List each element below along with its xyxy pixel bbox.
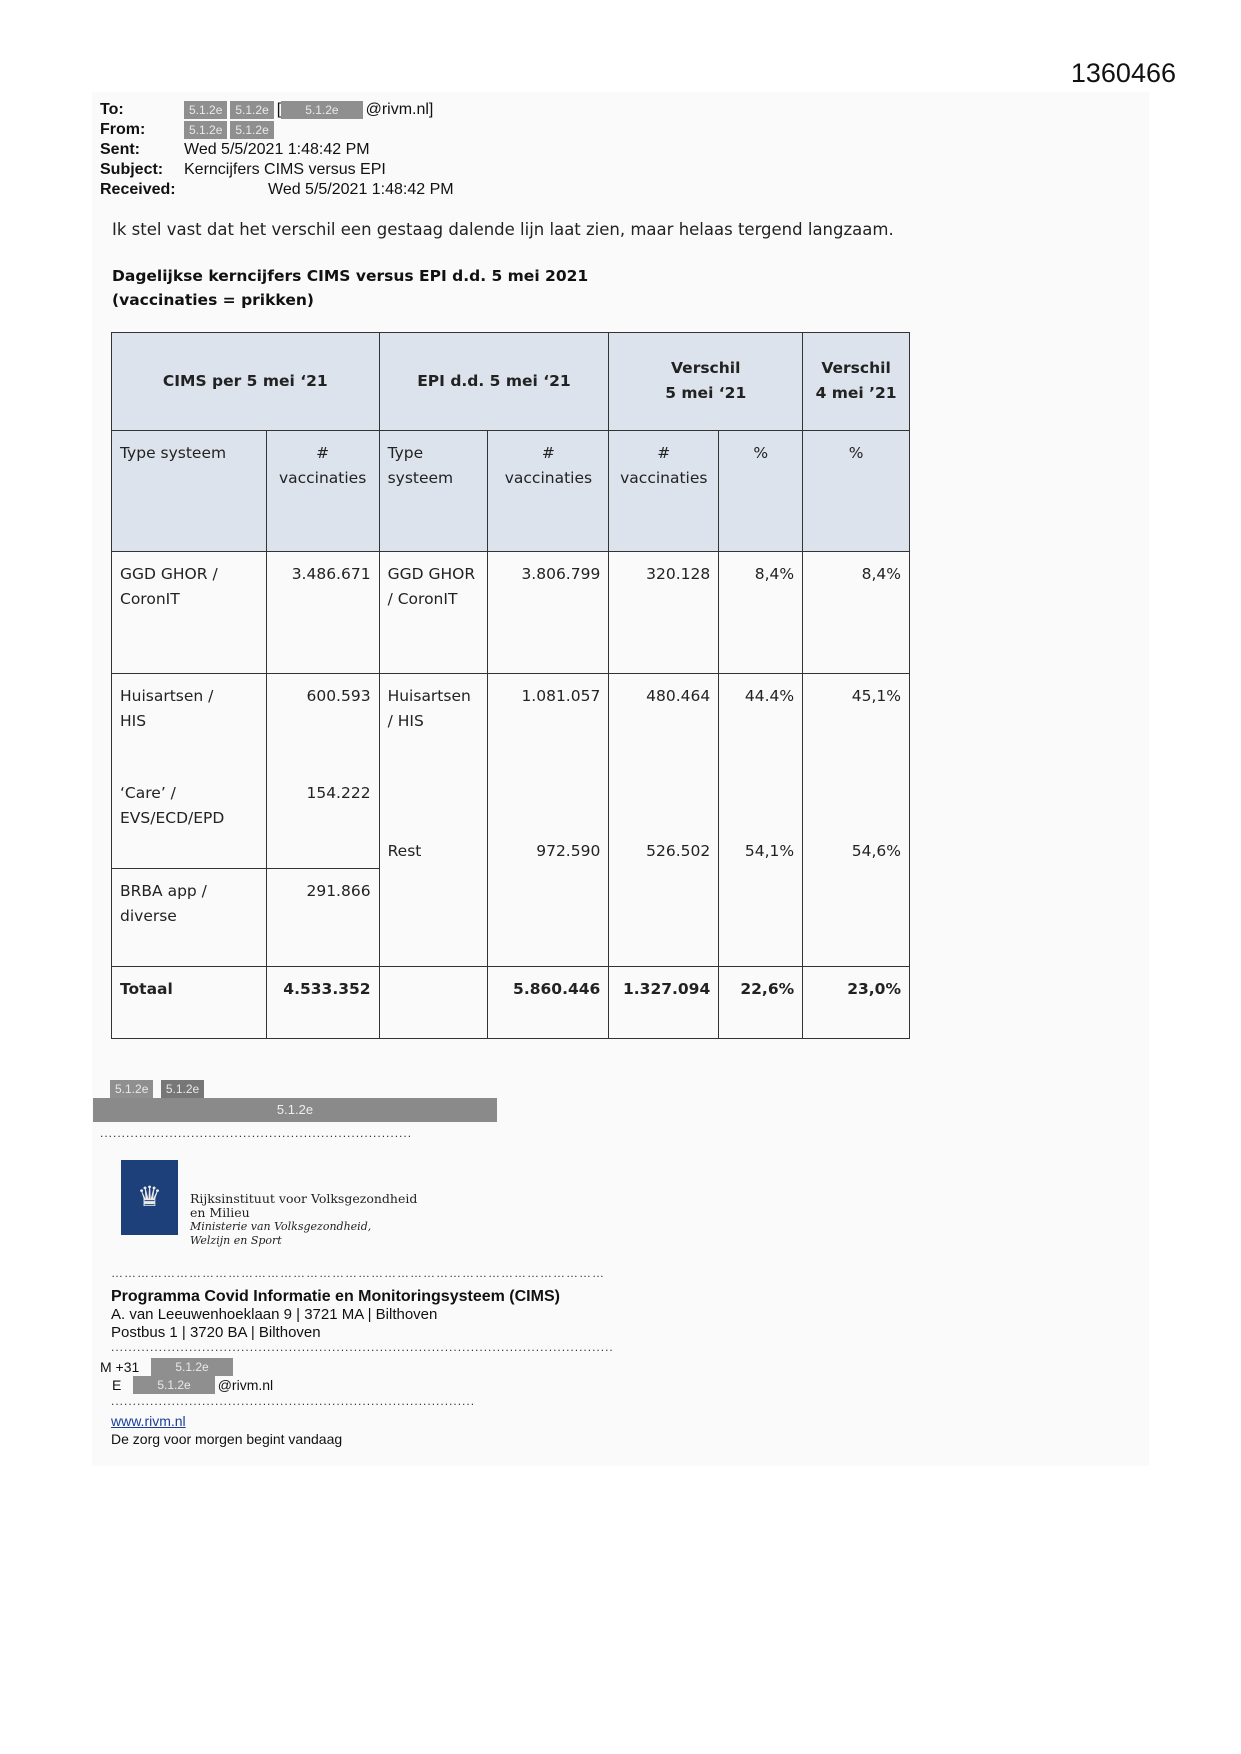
type-line: diverse bbox=[120, 907, 177, 926]
intro-text: Ik stel vast dat het verschil een gestaag dalende lijn laat zien, maar helaas tergend langzaam. bbox=[112, 220, 894, 239]
diff-value: 526.502 bbox=[609, 839, 719, 937]
received-value: Wed 5/5/2021 1:48:42 PM bbox=[268, 181, 454, 198]
type-line: GGD GHOR bbox=[387, 565, 476, 584]
type-line: BRBA app / bbox=[120, 882, 207, 901]
sub-pct-5mei: % bbox=[719, 430, 803, 552]
signature-title-redacted: 5.1.2e bbox=[93, 1098, 497, 1122]
redaction: 5.1.2e bbox=[281, 101, 362, 119]
logo-line: Ministerie van Volksgezondheid, bbox=[190, 1220, 372, 1233]
type-line: CoronIT bbox=[120, 590, 180, 609]
vaccinaties-label: vaccinaties bbox=[620, 468, 708, 487]
header-verschil-4mei bbox=[803, 333, 910, 431]
header-epi: EPI d.d. 5 mei ‘21 bbox=[379, 333, 609, 431]
cims-value: 3.486.671 bbox=[266, 552, 379, 674]
cims-value: 154.222 bbox=[266, 771, 379, 869]
pct-4mei: 8,4% bbox=[803, 552, 910, 674]
table-subheader-row bbox=[112, 430, 910, 552]
cims-value: 600.593 bbox=[266, 673, 379, 771]
systeem-label: systeem bbox=[387, 468, 454, 487]
redaction: 5.1.2e bbox=[184, 121, 227, 139]
total-cims: 4.533.352 bbox=[266, 966, 379, 1038]
total-label: Totaal bbox=[112, 966, 267, 1038]
vaccinaties-label: vaccinaties bbox=[278, 468, 367, 487]
cims-value: 291.866 bbox=[266, 869, 379, 967]
hash-label: # bbox=[541, 443, 555, 462]
phone-prefix: M +31 bbox=[100, 1359, 140, 1375]
sent-row bbox=[100, 140, 454, 160]
divider: …………………………………………………………………………………………………… bbox=[111, 1266, 605, 1280]
sub-pct-4mei: % bbox=[803, 430, 910, 552]
epi-value: 3.806.799 bbox=[488, 552, 609, 674]
email-domain: @rivm.nl bbox=[217, 1377, 274, 1393]
epi-type: Rest bbox=[379, 839, 488, 937]
program-name: Programma Covid Informatie en Monitoringsysteem (CIMS) bbox=[111, 1288, 560, 1305]
total-pct-5mei: 22,6% bbox=[719, 966, 803, 1038]
total-epi: 5.860.446 bbox=[488, 966, 609, 1038]
type-line: HIS bbox=[120, 711, 147, 730]
pct-4mei: 45,1% bbox=[803, 673, 910, 771]
received-label: Received: bbox=[100, 181, 176, 198]
table-row bbox=[112, 552, 910, 674]
epi-value: 1.081.057 bbox=[488, 673, 609, 771]
pct-5mei: 54,1% bbox=[719, 839, 803, 937]
sub-type-systeem: Type systeem bbox=[112, 430, 267, 552]
table-row bbox=[112, 673, 910, 771]
type-line: / CoronIT bbox=[387, 590, 458, 609]
subject-label: Subject: bbox=[100, 161, 164, 178]
title-line-2: (vaccinaties = prikken) bbox=[112, 291, 314, 309]
table-title bbox=[112, 264, 588, 312]
epi-value: 972.590 bbox=[488, 839, 609, 937]
total-epi-type-empty bbox=[379, 966, 488, 1038]
epi-type bbox=[379, 673, 488, 771]
email-header bbox=[100, 100, 454, 200]
title-line-1: Dagelijkse kerncijfers CIMS versus EPI d.d. 5 mei 2021 bbox=[112, 267, 589, 285]
redaction: 5.1.2e bbox=[151, 1358, 232, 1376]
table-total-row bbox=[112, 966, 910, 1038]
from-row bbox=[100, 120, 454, 140]
diff-value: 320.128 bbox=[609, 552, 719, 674]
redaction: 5.1.2e bbox=[230, 121, 273, 139]
divider: .................................................................................... bbox=[111, 1394, 476, 1408]
hash-label: # bbox=[657, 443, 671, 462]
header-verschil-label: Verschil bbox=[821, 359, 891, 378]
pct-4mei: 54,6% bbox=[803, 839, 910, 937]
address-line: Postbus 1 | 3720 BA | Bilthoven bbox=[111, 1324, 321, 1341]
header-verschil-5mei bbox=[609, 333, 803, 431]
sent-value: Wed 5/5/2021 1:48:42 PM bbox=[184, 141, 370, 158]
table-header-row bbox=[112, 333, 910, 431]
from-label: From: bbox=[100, 121, 146, 138]
pct-5mei: 44.4% bbox=[719, 673, 803, 771]
sub-epi-type bbox=[379, 430, 488, 552]
divider: ........................................................................ bbox=[100, 1126, 413, 1140]
type-line: Huisartsen / bbox=[120, 686, 214, 705]
pct-5mei: 8,4% bbox=[719, 552, 803, 674]
phone-row bbox=[100, 1358, 273, 1376]
type-line: ‘Care’ / bbox=[120, 783, 176, 802]
received-row bbox=[100, 180, 454, 200]
total-pct-4mei: 23,0% bbox=[803, 966, 910, 1038]
type-line: GGD GHOR / bbox=[120, 565, 218, 584]
sub-cims-vaccinaties bbox=[266, 430, 379, 552]
type-label: Type bbox=[387, 443, 424, 462]
cims-type bbox=[112, 552, 267, 674]
logo-line: Rijksinstituut voor Volksgezondheid bbox=[190, 1191, 418, 1206]
website-link[interactable]: www.rivm.nl bbox=[111, 1413, 186, 1429]
total-diff: 1.327.094 bbox=[609, 966, 719, 1038]
redaction: 5.1.2e bbox=[133, 1376, 214, 1394]
document-id: 1360466 bbox=[1070, 58, 1176, 88]
address-line: A. van Leeuwenhoeklaan 9 | 3721 MA | Bilthoven bbox=[111, 1306, 438, 1323]
crest-icon: ♛ bbox=[136, 1181, 163, 1212]
redaction: 5.1.2e bbox=[184, 101, 227, 119]
sub-diff-vaccinaties bbox=[609, 430, 719, 552]
table-row bbox=[112, 869, 910, 967]
logo-line: Welzijn en Sport bbox=[190, 1234, 282, 1247]
divider: .................................................................................................................... bbox=[111, 1340, 614, 1354]
header-verschil-date: 4 mei ’21 bbox=[815, 384, 897, 403]
type-line: EVS/ECD/EPD bbox=[120, 808, 225, 827]
redaction: 5.1.2e bbox=[230, 101, 273, 119]
cims-type bbox=[112, 869, 267, 967]
diff-value: 480.464 bbox=[609, 673, 719, 771]
header-cims: CIMS per 5 mei ‘21 bbox=[112, 333, 380, 431]
rijksoverheid-logo bbox=[121, 1160, 178, 1235]
epi-type bbox=[379, 552, 488, 674]
email-row bbox=[100, 1376, 273, 1394]
redaction: 5.1.2e bbox=[161, 1080, 204, 1098]
vaccinaties-label: vaccinaties bbox=[504, 468, 593, 487]
header-verschil-label: Verschil bbox=[671, 359, 741, 378]
type-line: / HIS bbox=[387, 711, 424, 730]
cims-type bbox=[112, 673, 267, 771]
to-label: To: bbox=[100, 101, 124, 118]
sent-label: Sent: bbox=[100, 141, 140, 158]
logo-text bbox=[190, 1192, 417, 1248]
key-figures-table bbox=[111, 332, 910, 1039]
type-line: Huisartsen bbox=[387, 686, 471, 705]
subject-row bbox=[100, 160, 454, 180]
contact-block bbox=[100, 1358, 273, 1394]
program-block bbox=[111, 1288, 560, 1342]
slogan: De zorg voor morgen begint vandaag bbox=[111, 1431, 343, 1447]
to-row bbox=[100, 100, 454, 120]
footer bbox=[111, 1412, 342, 1448]
cims-type bbox=[112, 771, 267, 869]
subject-value: Kerncijfers CIMS versus EPI bbox=[184, 161, 386, 178]
hash-label: # bbox=[316, 443, 330, 462]
to-domain: @rivm.nl] bbox=[365, 101, 434, 118]
to-bracket: [ bbox=[276, 101, 282, 118]
sub-epi-vaccinaties bbox=[488, 430, 609, 552]
email-prefix: E bbox=[112, 1377, 122, 1393]
redaction: 5.1.2e bbox=[110, 1080, 153, 1098]
signature-name bbox=[110, 1080, 207, 1098]
header-verschil-date: 5 mei ‘21 bbox=[665, 384, 747, 403]
logo-line: en Milieu bbox=[190, 1205, 250, 1220]
